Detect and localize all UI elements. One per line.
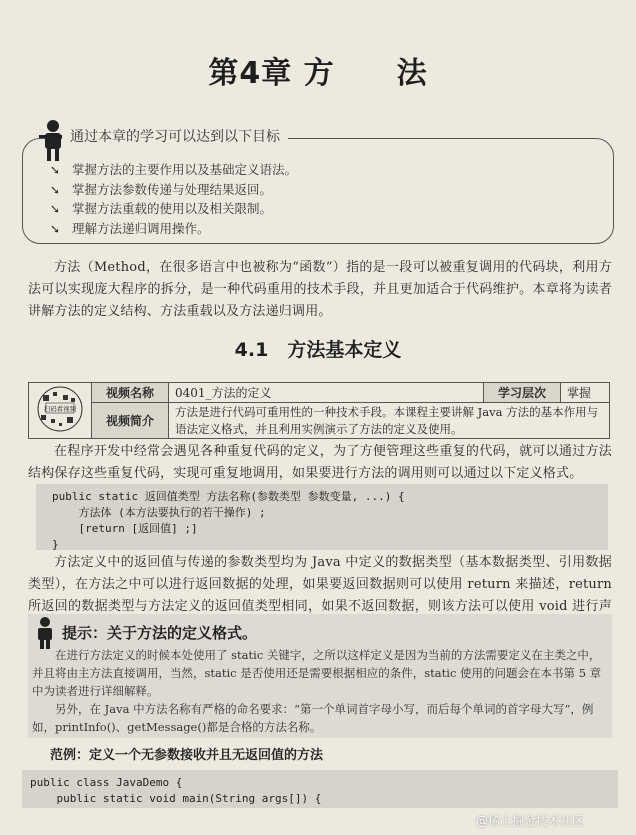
qr-code[interactable] [29, 383, 92, 439]
level-value: 掌握 [561, 383, 610, 403]
chapter-title: 第4章 方 法 [208, 56, 428, 91]
level-label: 学习层次 [484, 383, 561, 403]
watermark: @稀土掘金技术社区 [476, 814, 585, 828]
objectives-list [50, 160, 297, 238]
paragraph-return-type: 方法定义中的返回值与传递的参数类型均为 Java 中定义的数据类型（基本数据类型、引用数据类型），在方法之中可以进行返回数据的处理，如果要返回数据则可以使用 return 来描述，return 所返回的数据类型与方法定义的返回值类型相同，如果不返回数据，则该方法可以使用 void 进行声 [28, 555, 612, 614]
qr-code-icon [29, 383, 91, 435]
video-intro-value: 方法是进行代码可重用性的一种技术手段。本课程主要讲解 Java 方法的基本作用与语法定义格式，并且利用实例演示了方法的定义及使用。 [169, 403, 610, 439]
tip-paragraph: 在进行方法定义的时候本处使用了 static 关键字，之所以这样定义是因为当前的方法需要定义在主类之中，并且将由主方法直接调用，当然，static 是否使用还是需要根据相应的条件，static 使用的问题会在本书第 5 章中为读者进行详细解释。 [32, 648, 602, 698]
tip-figure-icon [32, 616, 58, 650]
video-name-label: 视频名称 [92, 383, 169, 403]
code-line: 方法体 (本方法要执行的若干操作) ; [52, 506, 266, 519]
code-line: public class JavaDemo { [30, 776, 183, 789]
arrow-icon: ➘ [50, 182, 61, 197]
objective-item: ➘ 掌握方法参数传递与处理结果返回。 [50, 180, 297, 200]
code-line: } [52, 538, 59, 551]
paragraph-repeat-code: 在程序开发中经常会遇见各种重复代码的定义，为了方便管理这些重复的代码，就可以通过方法结构保存这些重复代码，实现可重复地调用，如果要进行方法的调用则可以通过以下定义格式。 [28, 444, 612, 481]
objective-item: ➘ 掌握方法重载的使用以及相关限制。 [50, 199, 297, 219]
tip-title: 提示：关于方法的定义格式。 [62, 624, 258, 642]
video-info-table [28, 382, 610, 439]
syntax-code-block [36, 484, 608, 550]
arrow-icon: ➘ [50, 202, 61, 216]
qr-caption: 扫码看视频 [43, 405, 77, 413]
arrow-icon: ➘ [50, 163, 61, 177]
example-code-block [22, 770, 618, 808]
video-intro-label: 视频简介 [92, 403, 169, 439]
video-name-value: 0401_方法的定义 [169, 383, 484, 403]
code-line: public static void main(String args[]) { [30, 792, 322, 805]
intro-paragraph: 方法（Method，在很多语言中也被称为“函数”）指的是一段可以被重复调用的代码块，利用方法可以实现庞大程序的拆分，是一种代码重用的技术手段，并且更加适合于代码维护。本章将为读者讲解方法的定义结构、方法重载以及方法递归调用。 [28, 260, 612, 319]
section-title: 4.1 方法基本定义 [234, 339, 402, 361]
code-line: public static 返回值类型 方法名称(参数类型 参数变量, ...) { [52, 490, 405, 503]
objective-item: ➘ 理解方法递归调用操作。 [50, 219, 297, 239]
tip-paragraph: 另外，在 Java 中方法名称有严格的命名要求：“第一个单词首字母小写，而后每个单词的首字母大写”，例如，printInfo()、getMessage()都是合格的方法名称。 [32, 702, 594, 734]
example-title: 范例：定义一个无参数接收并且无返回值的方法 [50, 748, 324, 763]
code-line: [return [返回值] ;] [52, 522, 198, 535]
objectives-heading: 通过本章的学习可以达到以下目标 [62, 126, 288, 146]
arrow-icon: ➘ [50, 221, 61, 236]
objective-item: ➘ 掌握方法的主要作用以及基础定义语法。 [50, 160, 297, 180]
